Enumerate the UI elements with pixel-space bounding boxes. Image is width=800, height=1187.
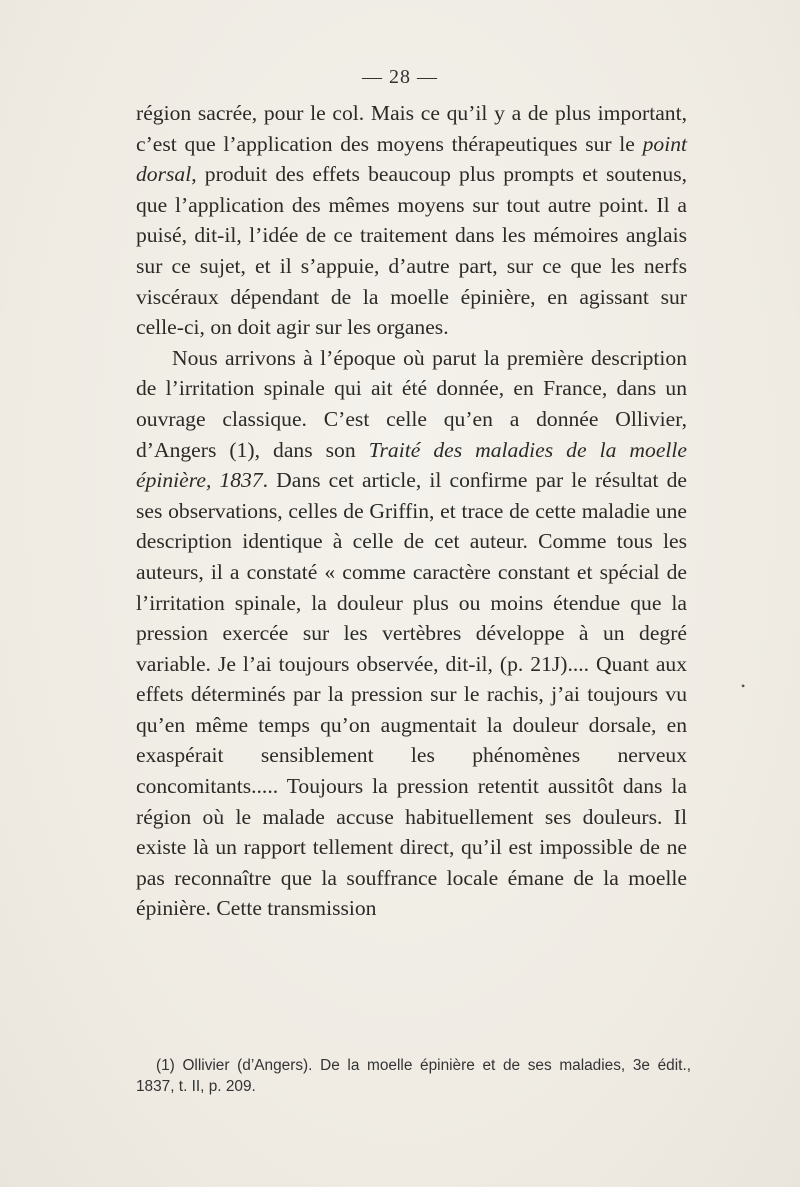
paragraph-1 bbox=[136, 98, 687, 343]
body-text bbox=[136, 98, 687, 924]
margin-mark: • bbox=[741, 679, 746, 693]
page-number: — 28 — bbox=[362, 66, 438, 88]
paragraph-1-italic: point dorsal bbox=[136, 131, 687, 187]
paragraph-2-text-b: . Dans cet article, il confirme par le résultat de ses observations, celles de Griffin, et trace de cette maladie une description identique à celle de cet auteur. Comme tous les auteurs, il a constaté « comme caractère constant et spécial de l’irritation spinale, la douleur plus ou moins étendue que la pression exercée sur les vertèbres développe à un degré variable. Je l’ai toujours observée, dit-il, (p. 21J).... Quant aux effets déterminés par la pression sur le rachis, j’ai toujours vu qu’en même temps qu’on augmentait la douleur dorsale, en exaspérait sensiblement les phénomènes nerveux concomitants..... Toujours la pression retentit aussitôt dans la région où le malade accuse habituellement ses douleurs. Il existe là un rapport tellement direct, qu’il est impossible de ne pas reconnaître que la souffrance locale émane de la moelle épinière. Cette transmission bbox=[136, 468, 688, 921]
paragraph-1-text-b: , produit des effets beaucoup plus prompts et soutenus, que l’application des mêmes moyens sur tout autre point. Il a puisé, dit-il, l’idée de ce traitement dans les mémoires anglais sur ce sujet, et il s’appuie, d’autre part, sur ce que les nerfs viscéraux dépendant de la moelle épinière, en agissant sur celle-ci, on doit agir sur les organes. bbox=[136, 162, 687, 340]
paragraph-2-text-a: Nous arrivons à l’époque où parut la première description de l’irritation spinale qui ait été donnée, en France, dans un ouvrage classique. C’est celle qu’en a donnée Ollivier, d’Angers (1), dans son bbox=[136, 345, 687, 462]
footnote bbox=[136, 1055, 691, 1097]
paragraph-2 bbox=[136, 343, 687, 924]
paragraph-1-text-a: région sacrée, pour le col. Mais ce qu’il y a de plus important, c’est que l’application des moyens thérapeutiques sur le bbox=[136, 101, 687, 156]
footnote-text: (1) Ollivier (d’Angers). De la moelle épinière et de ses maladies, 3e édit., 1837, t. II, p. 209. bbox=[136, 1057, 691, 1095]
paragraph-2-italic: Traité des maladies de la moelle épinière, 1837 bbox=[136, 437, 687, 493]
